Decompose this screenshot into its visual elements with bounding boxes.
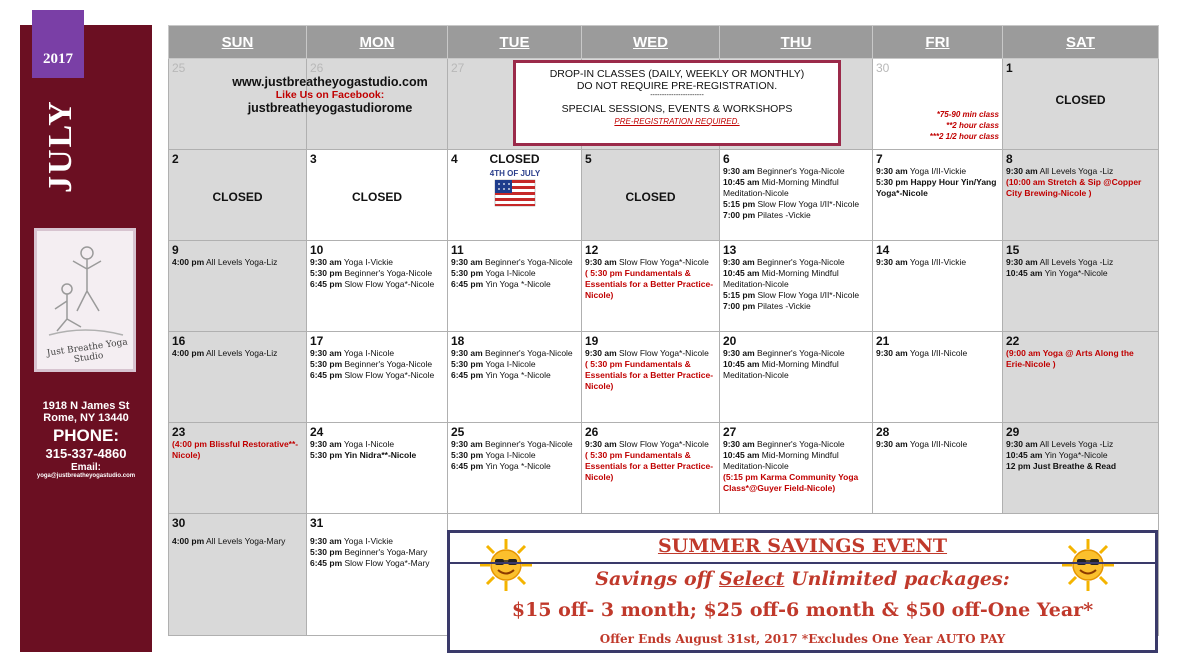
flag-label: 4TH OF JULY	[489, 169, 540, 178]
day-cell	[307, 514, 448, 636]
class-entry: 9:30 am All Levels Yoga -Liz	[1006, 166, 1114, 176]
class-entry: 5:15 pm Slow Flow Yoga I/II*-Nicole	[723, 199, 860, 209]
day-number: 10	[310, 243, 324, 257]
class-entry: 9:30 am Yoga I/II-Vickie	[876, 257, 967, 267]
facebook-label: Like Us on Facebook:	[275, 89, 385, 101]
class-entry: 6:45 pm Slow Flow Yoga*-Nicole	[310, 279, 435, 289]
class-entry: 9:30 am Beginner's Yoga-Nicole	[723, 439, 845, 449]
day-number: 1	[1006, 61, 1013, 75]
class-entry: 5:30 pm Yoga I-Nicole	[451, 268, 536, 278]
day-number: 17	[310, 334, 324, 348]
day-number: 19	[585, 334, 599, 348]
day-number: 3	[310, 152, 317, 166]
header-sun: SUN	[169, 26, 307, 59]
day-cell	[307, 332, 448, 423]
day-cell	[169, 241, 307, 332]
day-cell	[720, 241, 873, 332]
class-entry: 5:30 pm Beginner's Yoga-Nicole	[310, 268, 433, 278]
contact-info	[20, 400, 152, 479]
day-number: 29	[1006, 425, 1020, 439]
website-info	[171, 75, 489, 127]
dropin-line-4: PRE-REGISTRATION REQUIRED.	[614, 117, 740, 126]
class-entry: 9:30 am Slow Flow Yoga*-Nicole	[585, 257, 709, 267]
week-row	[169, 241, 1159, 332]
week-row	[169, 150, 1159, 241]
studio-logo	[34, 228, 136, 372]
class-entry: 9:30 am Slow Flow Yoga*-Nicole	[585, 439, 709, 449]
header-sat: SAT	[1003, 26, 1159, 59]
class-entry: 9:30 am All Levels Yoga -Liz	[1006, 257, 1114, 267]
month-label: JULY	[42, 99, 79, 193]
dropin-line-3: SPECIAL SESSIONS, EVENTS & WORKSHOPS	[561, 103, 793, 115]
header-wed: WED	[582, 26, 720, 59]
day-cell	[873, 332, 1003, 423]
website-link[interactable]: www.justbreatheyogastudio.com	[232, 75, 428, 89]
day-number: 9	[172, 243, 179, 257]
dropin-line-1: DROP-IN CLASSES (DAILY, WEEKLY OR MONTHLY)	[549, 68, 805, 80]
day-cell	[582, 150, 720, 241]
class-entry: 9:30 am Beginner's Yoga-Nicole	[451, 348, 573, 358]
header-thu: THU	[720, 26, 873, 59]
special-event: ( 5:30 pm Fundamentals & Essentials for a Better Practice-Nicole)	[585, 359, 714, 391]
class-entry: 9:30 am Yoga I-Nicole	[310, 348, 395, 358]
summer-savings-box	[447, 530, 1158, 653]
week-row	[169, 332, 1159, 423]
year-label: 2017	[43, 51, 73, 67]
class-entry: 10:45 am Mid-Morning Mindful Meditation-Nicole	[723, 359, 839, 380]
class-entry: 5:30 pm Yin Nidra**-Nicole	[310, 450, 417, 460]
day-number: 16	[172, 334, 186, 348]
class-entry: 4:00 pm All Levels Yoga-Liz	[172, 257, 278, 267]
day-number: 8	[1006, 152, 1013, 166]
day-cell	[720, 150, 873, 241]
class-entry: 9:30 am Yoga I/II-Nicole	[876, 439, 968, 449]
class-entry: 5:30 pm Beginner's Yoga-Nicole	[310, 359, 433, 369]
summer-savings-line: Savings off Select Unlimited packages:	[595, 568, 1010, 590]
day-number: 31	[310, 516, 324, 530]
day-cell	[1003, 332, 1159, 423]
class-entry: 9:30 am Slow Flow Yoga*-Nicole	[585, 348, 709, 358]
day-number: 22	[1006, 334, 1020, 348]
day-cell	[307, 241, 448, 332]
day-cell	[582, 241, 720, 332]
day-cell	[169, 150, 307, 241]
class-entry: 4:00 pm All Levels Yoga-Liz	[172, 348, 278, 358]
day-cell	[1003, 241, 1159, 332]
note-75-90: *75-90 min class	[936, 110, 999, 119]
day-cell	[169, 332, 307, 423]
week-row	[169, 423, 1159, 514]
day-cell	[169, 514, 307, 636]
day-cell	[873, 59, 1003, 150]
summer-title: SUMMER SAVINGS EVENT	[657, 535, 948, 557]
class-entry: 9:30 am Yoga I-Nicole	[310, 439, 395, 449]
day-number: 11	[451, 243, 464, 257]
day-cell	[1003, 59, 1159, 150]
special-event: (9:00 am Yoga @ Arts Along the Erie-Nicole )	[1006, 348, 1134, 369]
class-entry: 5:30 pm Yoga I-Nicole	[451, 450, 536, 460]
day-number: 15	[1006, 243, 1020, 257]
day-number: 13	[723, 243, 737, 257]
class-entry: 9:30 am Beginner's Yoga-Nicole	[723, 166, 845, 176]
address-line-2: Rome, NY 13440	[43, 412, 129, 424]
class-entry: 9:30 am All Levels Yoga -Liz	[1006, 439, 1114, 449]
class-entry: 6:45 pm Slow Flow Yoga*-Mary	[310, 558, 430, 568]
header-mon: MON	[307, 26, 448, 59]
day-number: 30	[876, 61, 890, 75]
calendar	[168, 25, 1158, 653]
day-number: 27	[451, 61, 465, 75]
class-entry: 10:45 am Yin Yoga*-Nicole	[1006, 268, 1108, 278]
note-2-5-hour: ***2 1/2 hour class	[929, 132, 999, 141]
class-entry: 9:30 am Beginner's Yoga-Nicole	[451, 257, 573, 267]
class-entry: 9:30 am Yoga I-Vickie	[310, 257, 394, 267]
class-entry: 9:30 am Beginner's Yoga-Nicole	[723, 348, 845, 358]
day-number: 4	[451, 152, 458, 166]
day-cell	[448, 241, 582, 332]
day-number: 30	[172, 516, 186, 530]
day-cell	[1003, 423, 1159, 514]
class-entry: 9:30 am Yoga I/II-Nicole	[876, 348, 968, 358]
day-number: 5	[585, 152, 592, 166]
day-number: 25	[451, 425, 465, 439]
summer-prices: $15 off- 3 month; $25 off-6 month & $50 off-One Year*	[511, 599, 1094, 621]
day-number: 18	[451, 334, 465, 348]
day-cell	[720, 332, 873, 423]
day-number: 28	[876, 425, 890, 439]
class-entry: 10:45 am Yin Yoga*-Nicole	[1006, 450, 1108, 460]
day-number: 21	[876, 334, 890, 348]
day-cell	[873, 150, 1003, 241]
header-tue: TUE	[448, 26, 582, 59]
special-event: (4:00 pm Blissful Restorative**-Nicole)	[172, 439, 299, 460]
address-line-1: 1918 N James St	[42, 400, 130, 412]
class-entry: 10:45 am Mid-Morning Mindful Meditation-Nicole	[723, 177, 839, 198]
email-address: yoga@justbreatheyogastudio.com	[36, 473, 136, 479]
day-cell	[1003, 150, 1159, 241]
class-entry: 7:00 pm Pilates -Vickie	[723, 301, 811, 311]
closed-label: CLOSED	[1055, 93, 1106, 107]
special-event: (10:00 am Stretch & Sip @Copper City Brewing-Nicole )	[1006, 177, 1142, 198]
divider	[450, 562, 1155, 564]
note-2-hour: **2 hour class	[946, 121, 999, 130]
logo-text: Just Breathe Yoga Studio	[46, 337, 129, 365]
weekday-header	[169, 26, 1159, 59]
closed-label: CLOSED	[212, 190, 263, 204]
class-entry: 5:15 pm Slow Flow Yoga I/II*-Nicole	[723, 290, 860, 300]
summer-fine-print: Offer Ends August 31st, 2017 *Excludes One Year AUTO PAY	[599, 632, 1006, 646]
day-number: 25	[172, 61, 186, 75]
header-fri: FRI	[873, 26, 1003, 59]
class-entry: 6:45 pm Yin Yoga *-Nicole	[451, 279, 551, 289]
day-number: 14	[876, 243, 890, 257]
day-number: 6	[723, 152, 730, 166]
day-number: 20	[723, 334, 737, 348]
day-cell	[307, 150, 448, 241]
year-tab	[32, 10, 84, 78]
day-cell	[873, 241, 1003, 332]
class-entry: 5:30 pm Beginner's Yoga-Mary	[310, 547, 428, 557]
day-cell	[307, 423, 448, 514]
class-entry: 9:30 am Yoga I-Vickie	[310, 536, 394, 546]
day-number: 23	[172, 425, 186, 439]
day-cell	[448, 332, 582, 423]
phone-number: 315-337-4860	[45, 446, 127, 461]
class-entry: 4:00 pm All Levels Yoga-Mary	[172, 536, 286, 546]
class-entry: 6:45 pm Slow Flow Yoga*-Nicole	[310, 370, 435, 380]
closed-label: CLOSED	[625, 190, 676, 204]
flag-icon	[485, 167, 545, 213]
class-entry: 9:30 am Beginner's Yoga-Nicole	[451, 439, 573, 449]
day-number: 2	[172, 152, 179, 166]
special-event: (5:15 pm Karma Community Yoga Class*@Guyer Field-Nicole)	[723, 472, 859, 493]
class-entry: 10:45 am Mid-Morning Mindful Meditation-Nicole	[723, 450, 839, 471]
closed-label: CLOSED	[489, 152, 540, 166]
day-cell	[582, 332, 720, 423]
day-cell	[169, 423, 307, 514]
day-cell	[448, 150, 582, 241]
special-event: ( 5:30 pm Fundamentals & Essentials for a Better Practice-Nicole)	[585, 450, 714, 482]
class-entry: 12 pm Just Breathe & Read	[1006, 461, 1117, 471]
day-number: 7	[876, 152, 883, 166]
class-entry: 7:00 pm Pilates -Vickie	[723, 210, 811, 220]
day-number: 27	[723, 425, 737, 439]
day-cell	[873, 423, 1003, 514]
day-cell	[582, 423, 720, 514]
class-entry: 5:30 pm Happy Hour Yin/Yang Yoga*-Nicole	[876, 177, 997, 198]
day-number: 12	[585, 243, 599, 257]
dropin-notice	[513, 60, 841, 146]
special-event: ( 5:30 pm Fundamentals & Essentials for a Better Practice-Nicole)	[585, 268, 714, 300]
day-number: 24	[310, 425, 324, 439]
day-cell	[720, 423, 873, 514]
day-number: 26	[585, 425, 599, 439]
class-entry: 10:45 am Mid-Morning Mindful Meditation-Nicole	[723, 268, 839, 289]
day-cell	[448, 423, 582, 514]
class-entry: 9:30 am Yoga I/II-Vickie	[876, 166, 967, 176]
phone-label: PHONE:	[52, 426, 120, 445]
day-number: 26	[310, 61, 324, 75]
class-entry: 6:45 pm Yin Yoga *-Nicole	[451, 370, 551, 380]
class-entry: 6:45 pm Yin Yoga *-Nicole	[451, 461, 551, 471]
class-entry: 5:30 pm Yoga I-Nicole	[451, 359, 536, 369]
class-entry: 9:30 am Beginner's Yoga-Nicole	[723, 257, 845, 267]
closed-label: CLOSED	[351, 190, 402, 204]
month-title	[32, 99, 92, 198]
dropin-separator: -----------------------	[650, 92, 704, 99]
dropin-line-2: DO NOT REQUIRE PRE-REGISTRATION.	[576, 80, 778, 92]
email-label: Email:	[70, 462, 101, 473]
facebook-handle[interactable]: justbreatheyogastudiorome	[247, 101, 413, 115]
